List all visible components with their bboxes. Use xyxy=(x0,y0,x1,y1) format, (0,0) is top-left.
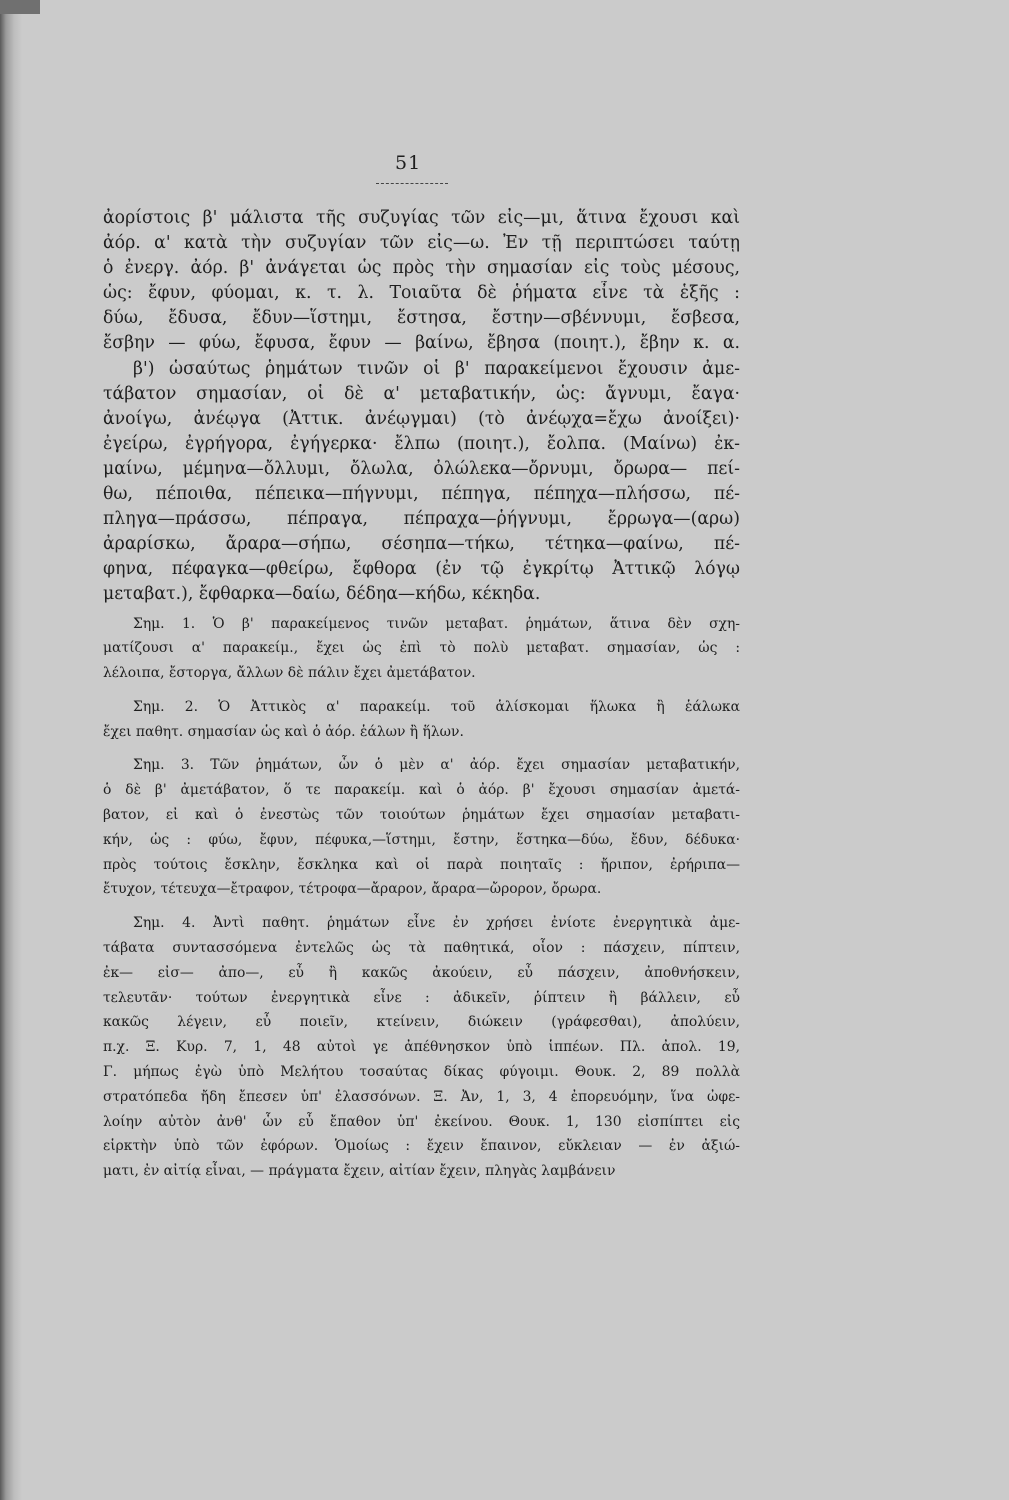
text-line: θω, πέποιθα, πέπεικα—πήγνυμι, πέπηγα, πέπηχα—πλήσσω, πέ- xyxy=(103,484,740,505)
note-line: ματι, ἐν αἰτίᾳ εἶναι, — πράγματα ἔχειν, αἰτίαν ἔχειν, πληγὰς λαμβάνειν xyxy=(103,1163,616,1180)
note-line: Γ. μήπως ἐγὼ ὑπὸ Μελήτου τοσαύτας δίκας φύγοιμι. Θουκ. 2, 89 πολλὰ xyxy=(103,1064,740,1081)
text-line: ὁ ἐνεργ. ἀόρ. β' ἀνάγεται ὡς πρὸς τὴν σημασίαν εἰς τοὺς μέσους, xyxy=(103,258,740,279)
note-line: βατον, εἰ καὶ ὁ ἐνεστὼς τῶν τοιούτων ῥημάτων ἔχει σημασίαν μεταβατι- xyxy=(103,807,740,824)
note-line: Σημ. 3. Τῶν ῥημάτων, ὧν ὁ μὲν α' ἀόρ. ἔχει σημασίαν μεταβατικήν, xyxy=(133,757,740,774)
note-line: τάβατα συντασσόμενα ἐντελῶς ὡς τὰ παθητικά, οἷον : πάσχειν, πίπτειν, xyxy=(103,940,740,957)
note-line: κακῶς λέγειν, εὖ ποιεῖν, κτείνειν, διώκειν (γράφεσθαι), ἀπολύειν, xyxy=(103,1014,740,1031)
page-binding-edge xyxy=(0,0,22,1500)
note-line: ἔχει παθητ. σημασίαν ὡς καὶ ὁ ἀόρ. ἑάλων ἢ ἥλων. xyxy=(103,723,464,740)
note-4 xyxy=(103,911,740,1184)
page-number: 51 xyxy=(395,152,422,174)
note-line: λέλοιπα, ἔστοργα, ἄλλων δὲ πάλιν ἔχει ἀμετάβατον. xyxy=(103,665,476,682)
text-line: ἀνοίγω, ἀνέῳγα (Ἀττικ. ἀνέῳγμαι) (τὸ ἀνέῳχα=ἔχω ἀνοίξει)· xyxy=(103,408,740,429)
text-line: δύω, ἔδυσα, ἔδυν—ἵστημι, ἔστησα, ἔστην—σβέννυμι, ἔσβεσα, xyxy=(103,308,740,329)
note-line: π.χ. Ξ. Κυρ. 7, 1, 48 αὐτοὶ γε ἀπέθνησκον ὑπὸ ἱππέων. Πλ. ἀπολ. 19, xyxy=(103,1039,740,1056)
note-line: λοίην αὐτὸν ἀνθ' ὧν εὖ ἔπαθον ὑπ' ἐκείνου. Θουκ. 1, 130 εἰσπίπτει εἰς xyxy=(103,1113,740,1130)
note-line: Σημ. 4. Ἀντὶ παθητ. ῥημάτων εἶνε ἐν χρήσει ἐνίοτε ἐνεργητικὰ ἀμε- xyxy=(133,915,740,932)
note-2 xyxy=(103,695,740,745)
note-line: ἐκ— εἰσ— ἀπο—, εὖ ἢ κακῶς ἀκούειν, εὖ πάσχειν, ἀποθνήσκειν, xyxy=(103,964,740,981)
page-text xyxy=(103,206,740,1184)
note-line: ἔτυχον, τέτευχα—ἔτραφον, τέτροφα—ἄραρον, ἄραρα—ὤρορον, ὄρωρα. xyxy=(103,881,602,898)
text-line: ἐγείρω, ἐγρήγορα, ἐγήγερκα· ἔλπω (ποιητ.), ἔολπα. (Μαίνω) ἐκ- xyxy=(103,433,740,454)
text-line: ἀραρίσκω, ἄραρα—σήπω, σέσηπα—τήκω, τέτηκα—φαίνω, πέ- xyxy=(103,534,740,555)
text-line: μαίνω, μέμηνα—ὄλλυμι, ὄλωλα, ὀλώλεκα—ὄρνυμι, ὄρωρα— πεί- xyxy=(103,458,740,479)
page-corner-shadow xyxy=(0,0,40,14)
text-line: τάβατον σημασίαν, οἱ δὲ α' μεταβατικήν, ὡς: ἄγνυμι, ἔαγα· xyxy=(103,383,740,404)
text-line: ἀόρ. α' κατὰ τὴν συζυγίαν τῶν εἰς—ω. Ἐν τῇ περιπτώσει ταύτῃ xyxy=(103,233,740,254)
note-line: πρὸς τούτοις ἔσκλην, ἔσκληκα καὶ οἱ παρὰ ποιηταῖς : ἤριπον, ἐρήριπα— xyxy=(103,856,740,873)
text-line: πληγα—πράσσω, πέπραγα, πέπραχα—ῥήγνυμι, ἔρρωγα—(αρω) xyxy=(103,509,740,530)
note-line: ὁ δὲ β' ἀμετάβατον, ὅ τε παρακείμ. καὶ ὁ ἀόρ. β' ἔχουσι σημασίαν ἀμετά- xyxy=(103,782,740,799)
body-text xyxy=(103,206,740,608)
text-line: ἔσβην — φύω, ἔφυσα, ἔφυν — βαίνω, ἔβησα (ποιητ.), ἔβην κ. α. xyxy=(103,333,740,354)
page-number-rule xyxy=(376,183,448,184)
text-line: ὡς: ἔφυν, φύομαι, κ. τ. λ. Τοιαῦτα δὲ ῥήματα εἶνε τὰ ἑξῆς : xyxy=(103,283,740,304)
text-line: φηνα, πέφαγκα—φθείρω, ἔφθορα (ἐν τῷ ἐγκρίτῳ Ἀττικῷ λόγῳ xyxy=(103,559,740,580)
note-3 xyxy=(103,753,740,902)
text-line: μεταβατ.), ἔφθαρκα—δαίω, δέδηα—κήδω, κέκηδα. xyxy=(103,584,541,605)
note-line: εἱρκτὴν ὑπὸ τῶν ἐφόρων. Ὁμοίως : ἔχειν ἔπαινον, εὔκλειαν — ἐν ἀξιώ- xyxy=(103,1138,740,1155)
text-line: β') ὡσαύτως ῥημάτων τινῶν οἱ β' παρακείμενοι ἔχουσιν ἀμε- xyxy=(133,358,740,379)
note-line: ματίζουσι α' παρακείμ., ἔχει ὡς ἐπὶ τὸ πολὺ μεταβατ. σημασίαν, ὡς : xyxy=(103,640,740,657)
note-line: Σημ. 2. Ὁ Ἀττικὸς α' παρακείμ. τοῦ ἁλίσκομαι ἥλωκα ἢ ἑάλωκα xyxy=(133,698,740,715)
note-1 xyxy=(103,612,740,686)
note-line: Σημ. 1. Ὁ β' παρακείμενος τινῶν μεταβατ. ῥημάτων, ἅτινα δὲν σχη- xyxy=(133,615,740,632)
text-line: ἀορίστοις β' μάλιστα τῆς συζυγίας τῶν εἰς—μι, ἅτινα ἔχουσι καὶ xyxy=(103,208,740,228)
note-line: στρατόπεδα ἤδη ἔπεσεν ὑπ' ἐλασσόνων. Ξ. Ἀν, 1, 3, 4 ἐπορευόμην, ἵνα ὠφε- xyxy=(103,1088,740,1105)
note-line: τελευτᾶν· τούτων ἐνεργητικὰ εἶνε : ἀδικεῖν, ῥίπτειν ἢ βάλλειν, εὖ xyxy=(103,989,740,1006)
note-line: κήν, ὡς : φύω, ἔφυν, πέφυκα,—ἵστημι, ἔστην, ἕστηκα—δύω, ἔδυν, δέδυκα· xyxy=(103,831,740,848)
